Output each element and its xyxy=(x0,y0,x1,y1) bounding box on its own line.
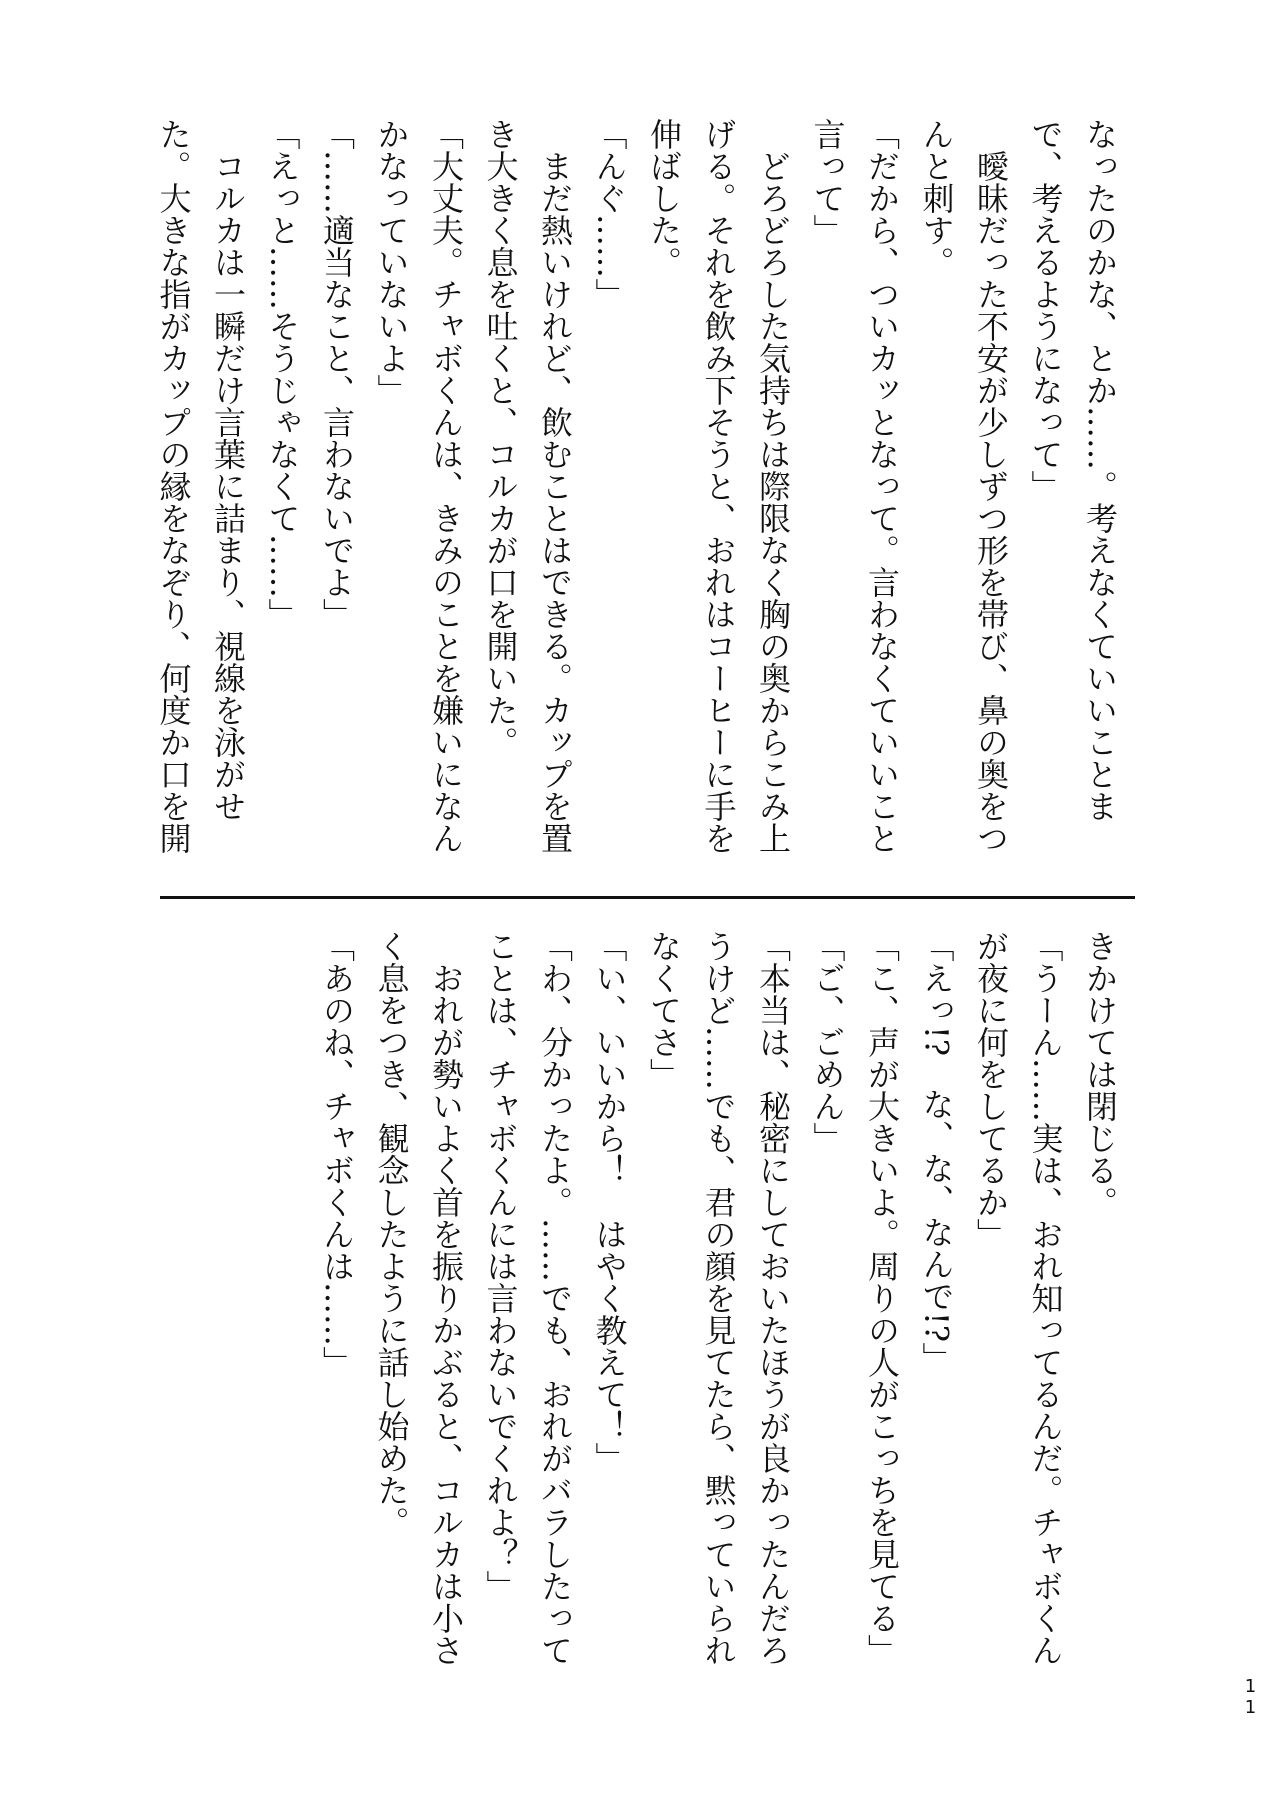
text-line: なったのかな、とか……。考えなくていいことま xyxy=(1081,118,1119,822)
page-number: 11 xyxy=(1240,1676,1261,1718)
text-line: きかけては閉じる。 xyxy=(1081,930,1119,1218)
text-line: まだ熱いけれど、飲むことはできる。カップを置 xyxy=(536,118,574,854)
text-line: く息をつき、観念したように話し始めた。 xyxy=(372,930,411,1538)
text-line: 「……適当なこと、言わないでよ」 xyxy=(318,118,356,630)
text-line: 「本当は、秘密にしておいたほうが良かったんだろ xyxy=(754,930,792,1666)
text-line: 「こ、声が大きいよ。周りの人がこっちを見てる」 xyxy=(863,930,901,1666)
section-divider xyxy=(160,896,1135,899)
text-line: げる。それを飲み下そうと、おれはコーヒーに手を xyxy=(699,118,738,854)
text-line: 「えっと……そうじゃなくて……」 xyxy=(263,118,302,630)
text-line: かなっていないよ」 xyxy=(372,118,411,406)
text-line: 「だから、ついカッとなって。言わなくていいこと xyxy=(863,118,901,854)
text-line: 「ご、ごめん」 xyxy=(808,930,847,1154)
text-line: おれが勢いよく首を振りかぶると、コルカは小さ xyxy=(427,930,465,1666)
text-line: で、考えるようになって」 xyxy=(1026,118,1065,502)
text-line: 「大丈夫。チャボくんは、きみのことを嫌いになん xyxy=(427,118,465,854)
text-line: うけど……でも、君の顔を見てたら、黙っていられ xyxy=(699,930,738,1666)
text-line: 「い、いいから！ はやく教えて！」 xyxy=(590,930,629,1474)
text-line: 「うーん……実は、おれ知ってるんだ。チャボくん xyxy=(1026,930,1065,1666)
lower-text-block xyxy=(310,930,1128,1690)
text-line: た。大きな指がカップの縁をなぞり、何度か口を開 xyxy=(154,118,193,854)
text-line: コルカは一瞬だけ言葉に詰まり、視線を泳がせ xyxy=(209,118,247,822)
text-line: 曖昧だった不安が少しずつ形を帯び、鼻の奥をつ xyxy=(972,118,1010,854)
upper-text-block xyxy=(146,118,1127,878)
text-line: 「んぐ……」 xyxy=(590,118,629,310)
text-line: 「わ、分かったよ。……でも、おれがバラしたって xyxy=(536,930,574,1666)
text-line: き大きく息を吐くと、コルカが口を開いた。 xyxy=(481,118,520,758)
text-line: が夜に何をしてるか」 xyxy=(972,930,1010,1250)
text-line: なくてさ」 xyxy=(645,930,683,1090)
text-line: 「えっ!? な、な、なんで!?」 xyxy=(917,930,956,1375)
text-line: 「あのね、チャボくんは……」 xyxy=(318,930,356,1378)
text-line: 伸ばした。 xyxy=(645,118,683,278)
text-line: どろどろした気持ちは際限なく胸の奥からこみ上 xyxy=(754,118,792,854)
text-line: 言って」 xyxy=(808,118,847,246)
text-line: んと刺す。 xyxy=(917,118,956,278)
text-line: ことは、チャボくんには言わないでくれよ？」 xyxy=(481,930,520,1602)
